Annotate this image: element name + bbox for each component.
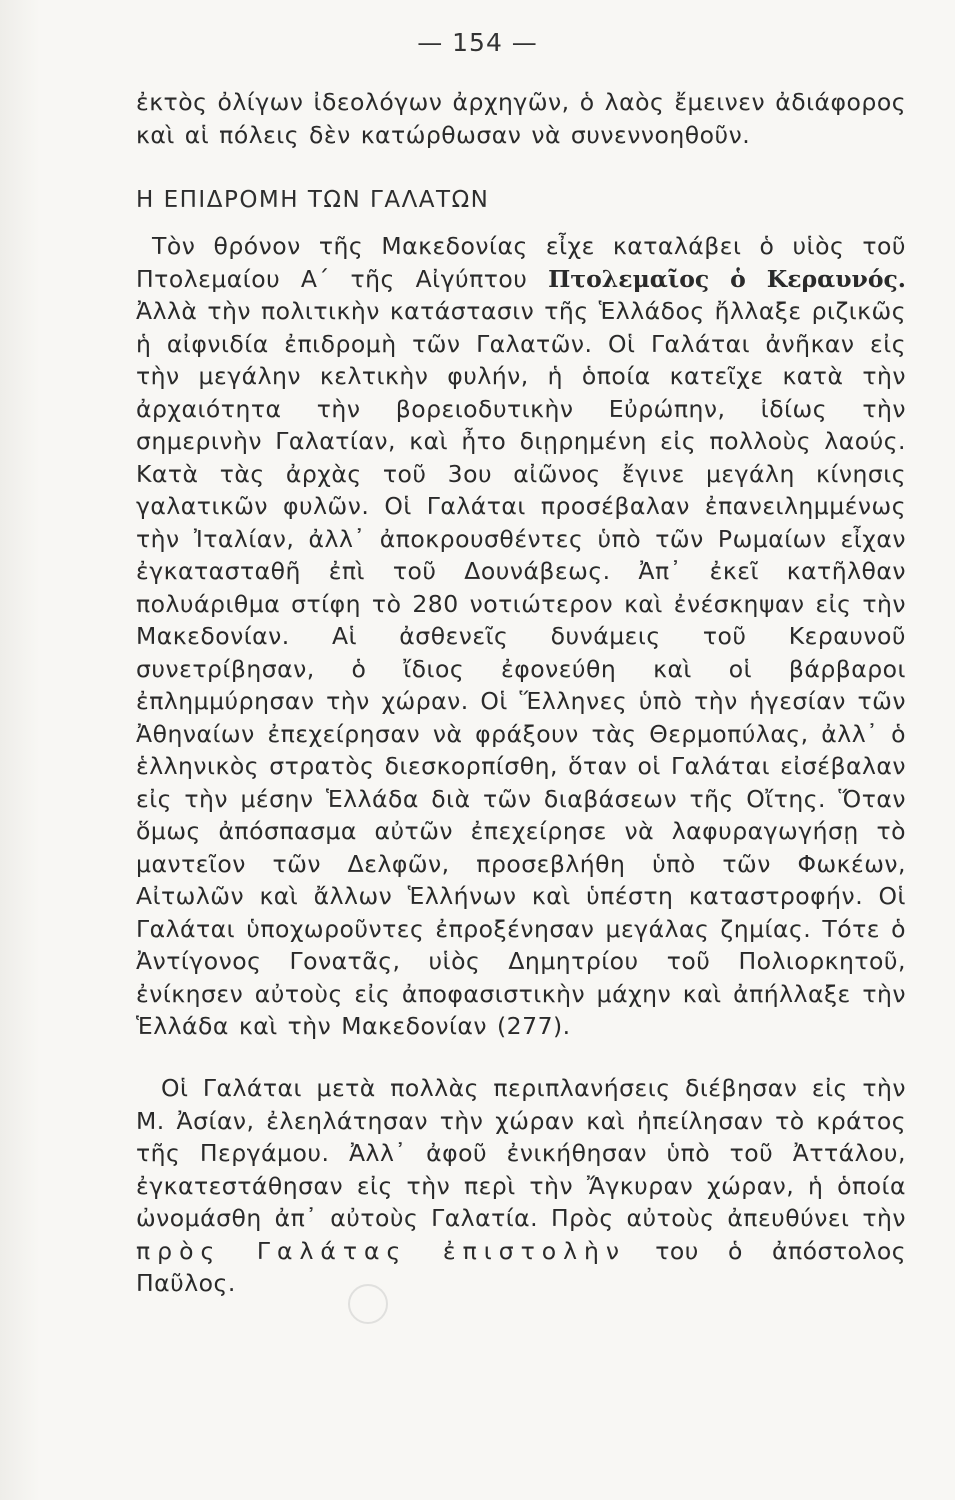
paragraph-2-start: Οἱ Γαλάται μετὰ πολλὰς περιπλανήσεις διέβησαν εἰς τὴν Μ. Ἀσίαν, ἐλεηλάτησαν τὴν χώραν καὶ ἠπείλησαν τὸ κράτος τῆς Περγάμου. Ἀλλ᾽ ἀφοῦ ἐνικήθησαν ὑπὸ τοῦ Ἀττάλου, ἐγκατεστάθησαν εἰς τὴν περὶ τὴν Ἄγκυραν χώραν, ἡ ὁποία ὠνομάσθη ἀπ᾽ αὐτοὺς Γαλατία. Πρὸς αὐτοὺς ἀπευθύνει τὴν xyxy=(136,1074,906,1232)
paragraph-2-end: του ὁ ἀπόστολος Παῦλος. xyxy=(136,1236,906,1297)
faint-stamp-mark xyxy=(348,1284,388,1324)
spaced-epistle-title: πρὸς Γαλάτας ἐπιστολὴν xyxy=(136,1236,627,1265)
section-heading: Η ΕΠΙΔΡΟΜΗ ΤΩΝ ΓΑΛΑΤΩΝ xyxy=(136,187,490,213)
paragraph-2 xyxy=(136,1072,906,1300)
bold-name-ptolemy-keraunos: Πτολεμαῖος ὁ Κεραυνός. xyxy=(548,264,906,293)
paragraph-asia-minor xyxy=(136,1072,906,1300)
paragraph-gauls-invasion xyxy=(136,230,906,1043)
page-number: — 154 — xyxy=(417,28,538,57)
paragraph-1-start: Τὸν θρόνον τῆς Μακεδονίας εἶχε καταλάβει ὁ υἱὸς τοῦ Πτολεμαίου Α΄ τῆς Αἰγύπτου xyxy=(136,232,906,293)
intro-text: ἐκτὸς ὀλίγων ἰδεολόγων ἀρχηγῶν, ὁ λαὸς ἔμεινεν ἀδιάφορος καὶ αἱ πόλεις δὲν κατώρθωσαν νὰ συνεννοηθοῦν. xyxy=(136,88,906,149)
paragraph-1-rest: Ἀλλὰ τὴν πολιτικὴν κατάστασιν τῆς Ἑλλάδος ἤλλαξε ριζικῶς ἡ αἰφνιδία ἐπιδρομὴ τῶν Γαλατῶν. Οἱ Γαλάται ἀνῆκαν εἰς τὴν μεγάλην κελτικὴν φυλήν, ἡ ὁποία κατεῖχε κατὰ τὴν ἀρχαιότητα τὴν βορειοδυτικὴν Εὐρώπην, ἰδίως τὴν σημερινὴν Γαλατίαν, καὶ ἦτο διῃρημένη εἰς πολλοὺς λαούς. Κατὰ τὰς ἀρχὰς τοῦ 3ου αἰῶνος ἔγινε μεγάλη κίνησις γαλατικῶν φυλῶν. Οἱ Γαλάται προσέβαλαν ἐπανειλημμένως τὴν Ἰταλίαν, ἀλλ᾽ ἀποκρουσθέντες ὑπὸ τῶν Ρωμαίων εἶχαν ἐγκατασταθῆ ἐπὶ τοῦ Δουνάβεως. Ἀπ᾽ ἐκεῖ κατῆλθαν πολυάριθμα στίφη τὸ 280 νοτιώτερον καὶ ἐνέσκηψαν εἰς τὴν Μακεδονίαν. Αἱ ἀσθενεῖς δυνάμεις τοῦ Κεραυνοῦ συνετρίβησαν, ὁ ἴδιος ἐφονεύθη καὶ οἱ βάρβαροι ἐπλημμύρησαν τὴν χώραν. Οἱ Ἕλληνες ὑπὸ τὴν ἡγεσίαν τῶν Ἀθηναίων ἐπεχείρησαν νὰ φράξουν τὰς Θερμοπύλας, ἀλλ᾽ ὁ ἑλληνικὸς στρατὸς διεσκορπίσθη, ὅταν οἱ Γαλάται εἰσέβαλαν εἰς τὴν μέσην Ἑλλάδα διὰ τῶν διαβάσεων τῆς Οἴτης. Ὅταν ὅμως ἀπόσπασμα αὐτῶν ἐπεχείρησε νὰ λαφυραγωγήσῃ τὸ μαντεῖον τῶν Δελφῶν, προσεβλήθη ὑπὸ τῶν Φωκέων, Αἰτωλῶν καὶ ἄλλων Ἑλλήνων καὶ ὑπέστη καταστροφήν. Οἱ Γαλάται ὑποχωροῦντες ἐπροξένησαν μεγάλας ζημίας. Τότε ὁ Ἀντίγονος Γονατᾶς, υἱὸς Δημητρίου τοῦ Πολιορκητοῦ, ἐνίκησεν αὐτοὺς εἰς ἀποφασιστικὴν μάχην καὶ ἀπήλλαξε τὴν Ἑλλάδα καὶ τὴν Μακεδονίαν (277). xyxy=(136,297,907,1040)
intro-paragraph xyxy=(136,86,906,151)
paragraph-1 xyxy=(136,230,906,1043)
